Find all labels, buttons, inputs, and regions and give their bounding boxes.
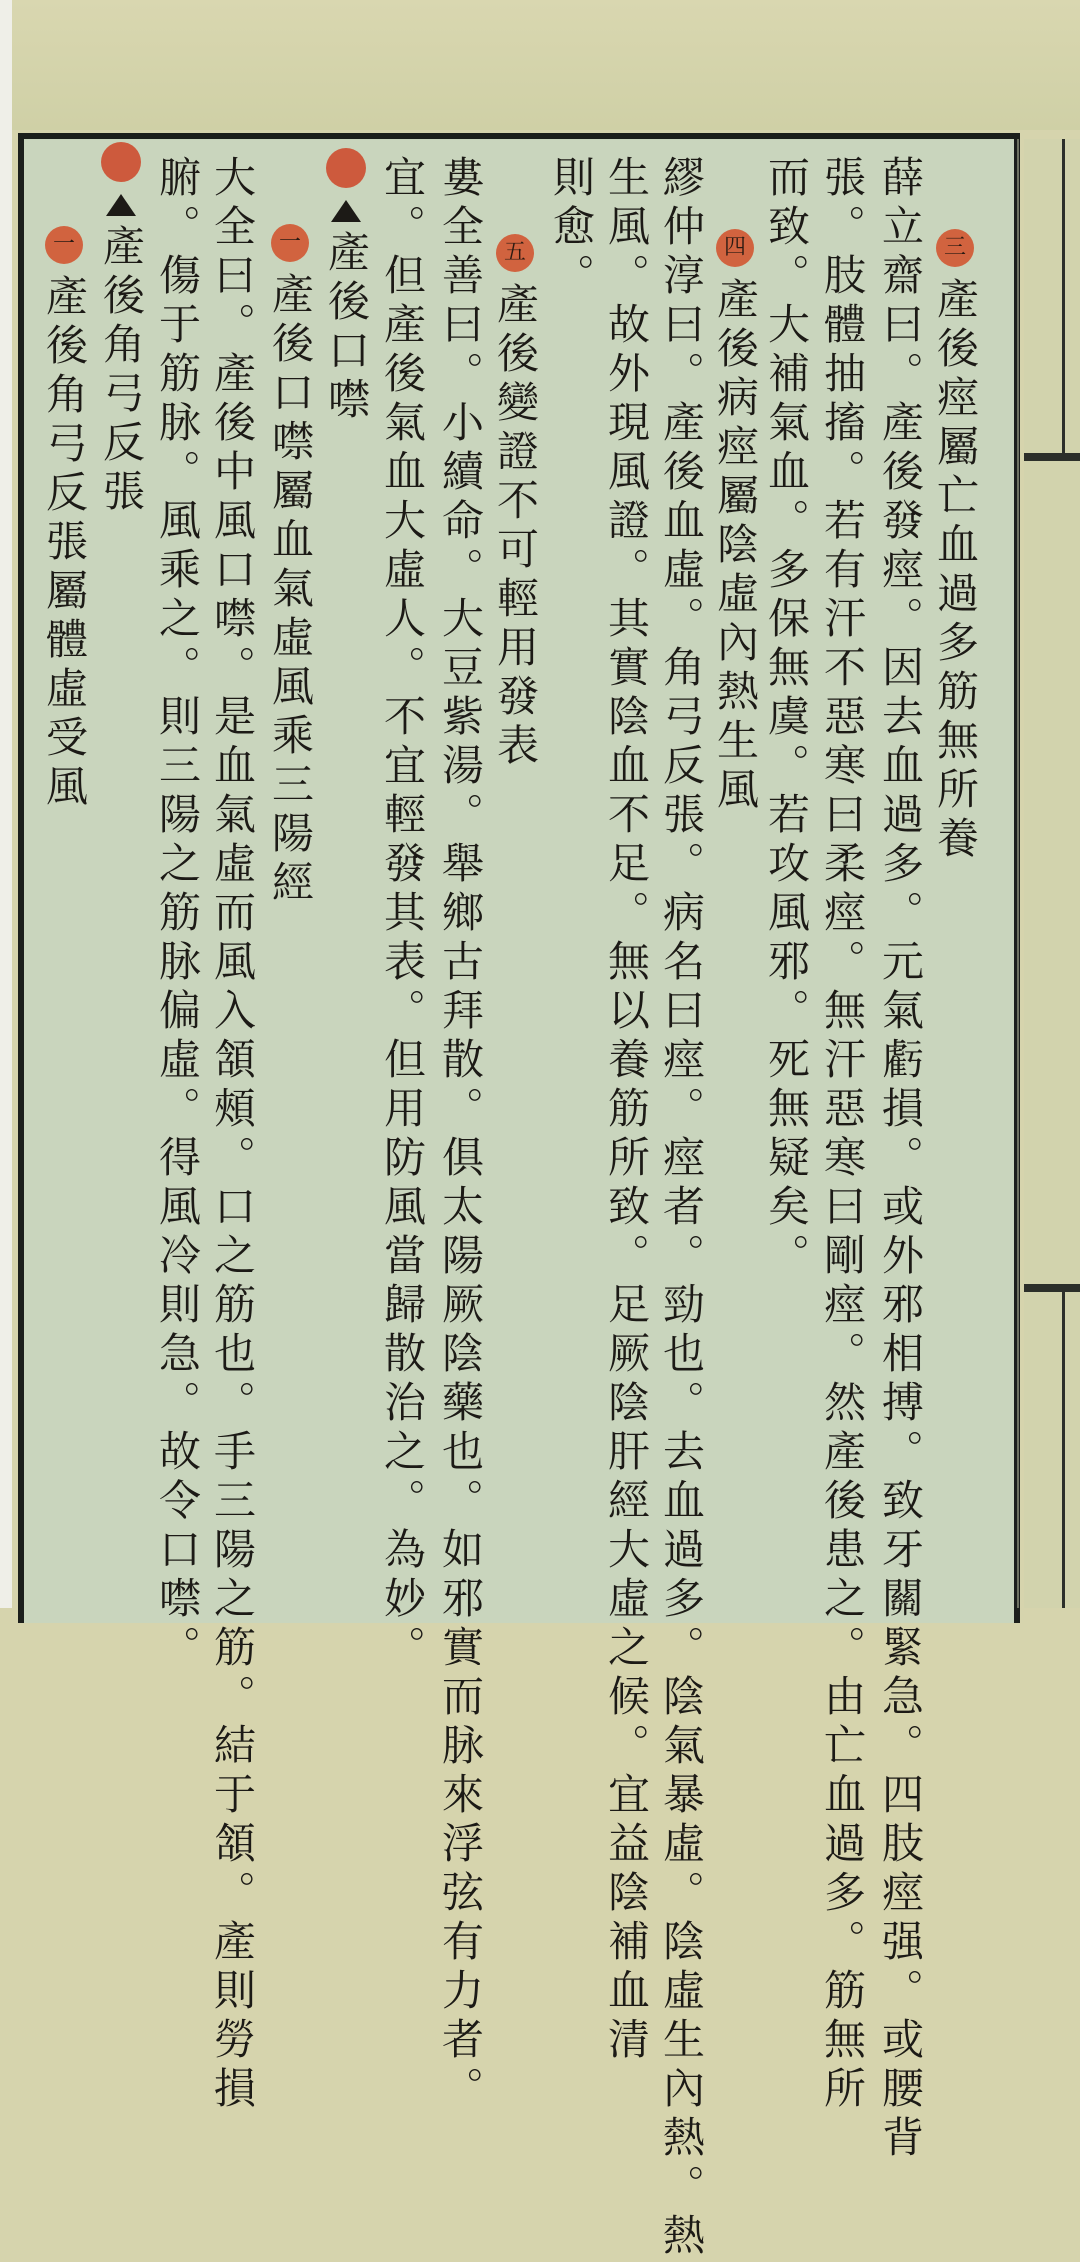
section-heading: 產後病痙屬陰虛內熱生風	[711, 277, 760, 816]
section-number-badge: 四	[716, 229, 754, 267]
text-line: 繆仲淳曰。產後血虛。角弓反張。病名曰痙。痙者。勁也。去血過多。陰氣暴虛。陰虛生內熱。熱	[657, 155, 706, 2262]
frame-inner-rule	[1017, 139, 1019, 1608]
adjacent-page-strip	[1024, 139, 1080, 1608]
column-3	[814, 155, 870, 2115]
text-line: 大全曰。產後中風口噤。是血氣虛而風入頷頰。口之筋也。手三陽之筋。結于頷。產則勞損	[208, 155, 257, 2115]
column-12	[318, 148, 374, 426]
text-line: 生風。故外現風證。其實陰血不足。無以養筋所致。足厥陰肝經大虛之候。宜益陰補血清	[602, 155, 651, 2066]
column-15	[149, 155, 205, 1674]
strip-band	[1024, 453, 1080, 461]
section-heading: 產後變證不可輕用發表	[491, 282, 540, 772]
column-17	[36, 222, 92, 813]
section-heading: 產後口噤屬血氣虛風乘三陽經	[266, 272, 315, 909]
column-4	[758, 155, 814, 1282]
chapter-heading: 產後口噤	[322, 230, 371, 426]
strip-rule	[1062, 139, 1065, 457]
text-line: 婁全善曰。小續命。大豆紫湯。舉鄉古拜散。俱太陽厥陰藥也。如邪實而脉來浮弦有力者。	[436, 155, 485, 2115]
section-heading: 產後角弓反張屬體虛受風	[40, 274, 89, 813]
column-6	[653, 155, 709, 2262]
section-heading: 產後痙屬亡血過多筋無所養	[931, 277, 980, 865]
column-1	[927, 225, 983, 865]
text-line: 而致。大補氣血。多保無虞。若攻風邪。死無疑矣。	[762, 155, 811, 1282]
column-16	[93, 142, 149, 518]
section-number-badge: 三	[936, 229, 974, 267]
column-5	[707, 225, 763, 816]
strip-band	[1024, 1284, 1080, 1292]
triangle-icon	[331, 200, 361, 222]
column-7	[598, 155, 654, 2066]
text-line: 則愈。	[547, 155, 596, 302]
text-line: 薛立齋曰。產後發痙。因去血過多。元氣虧損。或外邪相搏。致牙關緊急。四肢痙强。或腰背	[876, 155, 925, 2164]
section-number-badge: 五	[496, 234, 534, 272]
text-line: 宜。但產後氣血大虛人。不宜輕發其表。但用防風當歸散治之。為妙。	[378, 155, 427, 1674]
column-14	[204, 155, 260, 2115]
column-13	[262, 220, 318, 909]
column-11	[374, 155, 430, 1674]
column-10	[432, 155, 488, 2115]
red-seal-mark	[101, 142, 141, 182]
strip-rule	[1062, 1289, 1065, 1608]
column-8	[543, 155, 599, 302]
column-9	[487, 230, 543, 772]
top-margin	[0, 0, 1080, 130]
section-number-badge: 一	[271, 224, 309, 262]
section-number-badge: 一	[45, 226, 83, 264]
text-line: 張。肢體抽搐。若有汗不惡寒曰柔痙。無汗惡寒曰剛痙。然產後患之。由亡血過多。筋無所	[818, 155, 867, 2115]
red-seal-mark	[326, 148, 366, 188]
text-line: 腑。傷于筋脉。風乘之。則三陽之筋脉偏虛。得風冷則急。故令口噤。	[153, 155, 202, 1674]
triangle-icon	[106, 194, 136, 216]
chapter-heading: 產後角弓反張	[97, 224, 146, 518]
page-left-edge	[0, 0, 12, 1608]
column-2	[872, 155, 928, 2164]
